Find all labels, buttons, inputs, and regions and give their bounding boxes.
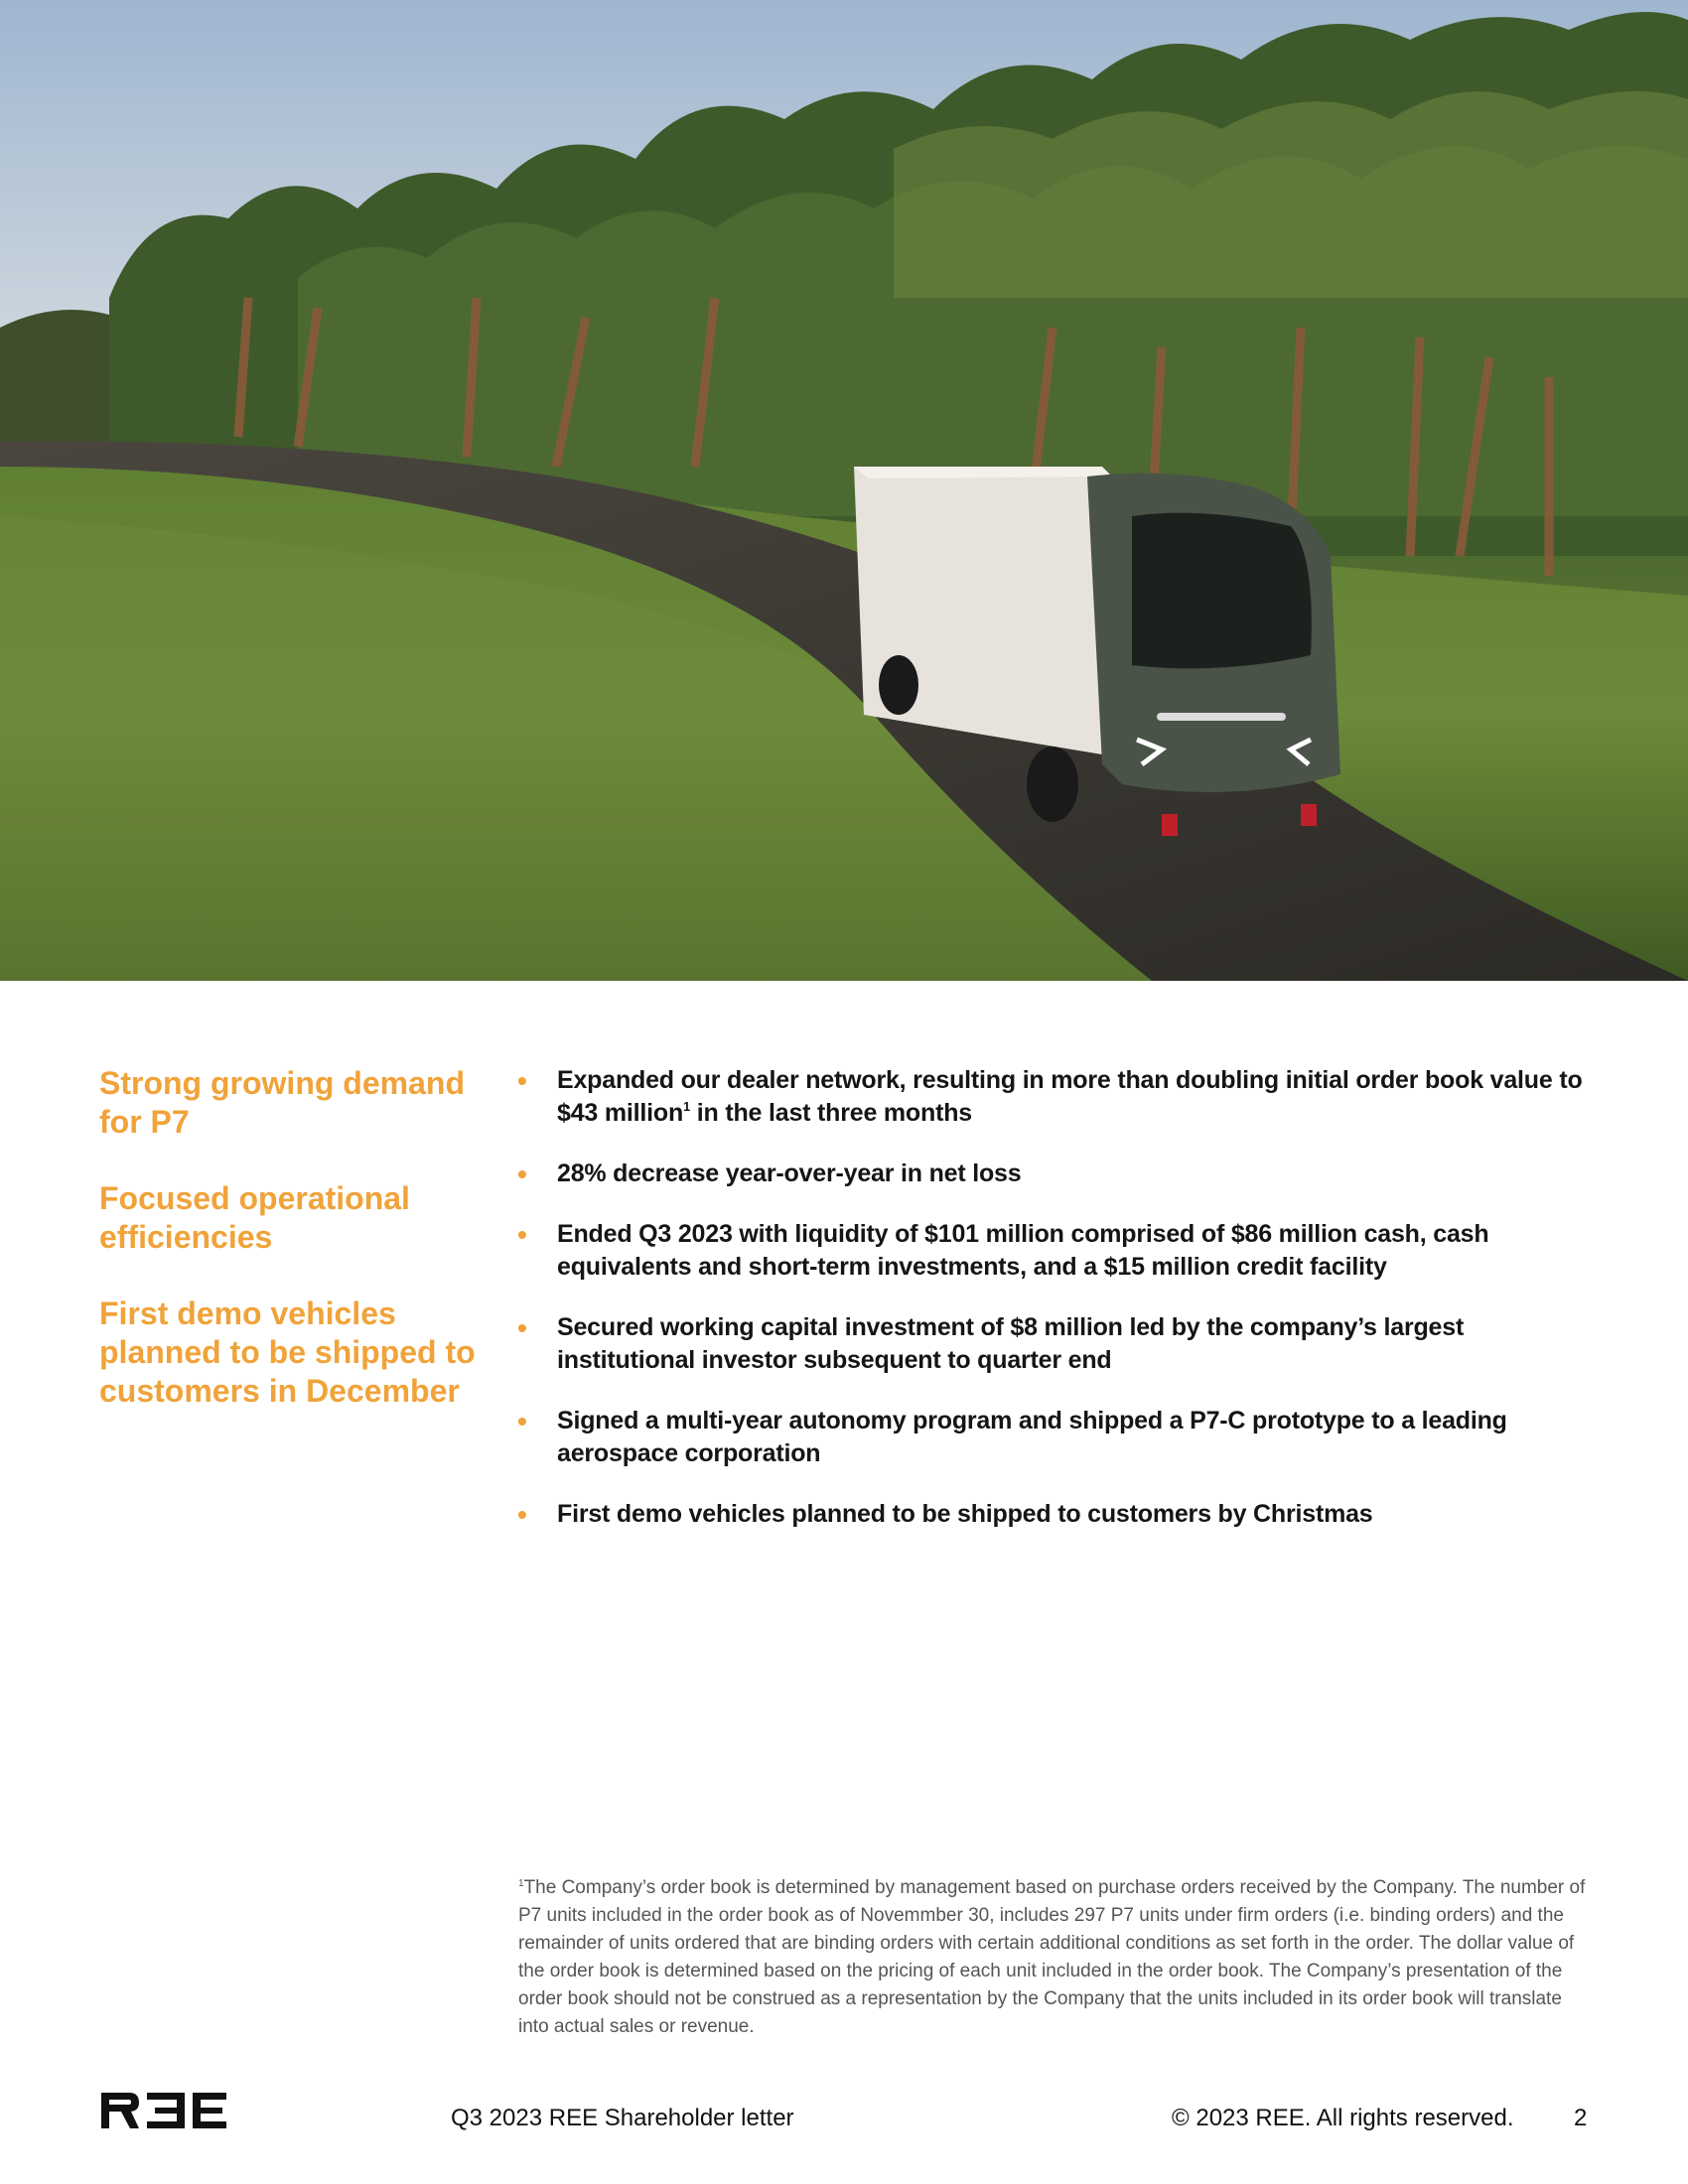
bullet-marker: •	[517, 1312, 527, 1343]
bullet-marker: •	[517, 1406, 527, 1436]
bullet-marker: •	[517, 1499, 527, 1530]
hero-illustration	[0, 0, 1688, 981]
ree-logo	[99, 2091, 228, 2130]
highlights-column	[99, 1064, 477, 1448]
bullet-marker: •	[517, 1219, 527, 1250]
footnote-marker: 1	[518, 1878, 524, 1889]
bullet-autonomy-program: • Signed a multi-year autonomy program and shipped a P7-C prototype to a leading aerospace corporation	[517, 1406, 1507, 1467]
footnote-ref: 1	[683, 1099, 691, 1114]
footnote	[518, 1874, 1591, 2041]
hero-photo	[0, 0, 1688, 981]
bullet-marker: •	[517, 1159, 527, 1189]
footer-document-title: Q3 2023 REE Shareholder letter	[451, 2105, 794, 2131]
bullet-marker: •	[517, 1065, 527, 1096]
footer-copyright: © 2023 REE. All rights reserved.	[1172, 2105, 1514, 2131]
bullet-demo-shipping: • First demo vehicles planned to be shipped to customers by Christmas	[517, 1499, 1373, 1530]
bullet-dealer-network: • Expanded our dealer network, resulting in more than doubling initial order book value to $43 million$^1$ in the last three months	[517, 1065, 1583, 1127]
page-number: 2	[1574, 2105, 1588, 2131]
highlight-efficiencies: Focused operational efficiencies	[99, 1180, 410, 1255]
bullet-liquidity: • Ended Q3 2023 with liquidity of $101 million comprised of $86 million cash, cash equivalents and short-term investments, and a $15 million credit facility	[517, 1219, 1489, 1281]
highlight-demo-vehicles: First demo vehicles planned to be shipped to customers in December	[99, 1296, 476, 1409]
highlight-demand: Strong growing demand for P7	[99, 1065, 465, 1140]
bullet-net-loss: • 28% decrease year-over-year in net loss	[517, 1159, 1022, 1189]
bullet-working-capital: • Secured working capital investment of $8 million led by the company’s largest institutional investor subsequent to quarter end	[517, 1312, 1465, 1374]
footnote-text: The Company’s order book is determined by management based on purchase orders received by the Company. The number of P7 units included in the order book as of Novemmber 30, includes 297 P7 units under firm orders (i.e. binding orders) and the remainder of units ordered that are binding orders with certain additional conditions as set forth in the order. The dollar value of the order book is determined based on the pricing of each unit included in the order book. The Company’s presentation of the order book should not be construed as a representation by the Company that the units included in its order book will translate into actual sales or revenue.	[518, 1877, 1586, 2037]
highlights-bullet-list	[517, 1064, 1600, 1559]
